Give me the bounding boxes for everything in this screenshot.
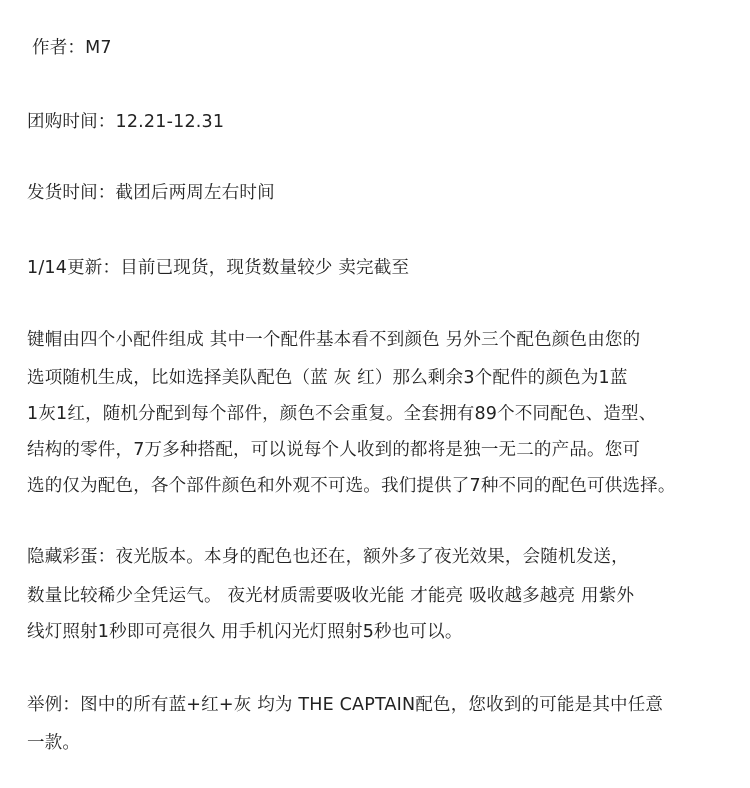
ship-time-line: 发货时间：截团后两周左右时间 [27, 183, 275, 203]
description-line-1: 键帽由四个小配件组成 其中一个配件基本看不到颜色 另外三个配色颜色由您的 [27, 330, 641, 350]
easter-egg-line-2: 数量比较稀少全凭运气。 夜光材质需要吸收光能 才能亮 吸收越多越亮 用紫外 [27, 586, 635, 606]
example-line-2: 一款。 [27, 733, 81, 753]
group-buy-time-line: 团购时间：12.21-12.31 [27, 112, 225, 132]
description-line-5: 选的仅为配色，各个部件颜色和外观不可选。我们提供了7种不同的配色可供选择。 [27, 476, 676, 496]
description-line-2: 选项随机生成，比如选择美队配色（蓝 灰 红）那么剩余3个配件的颜色为1蓝 [27, 368, 628, 388]
easter-egg-line-3: 线灯照射1秒即可亮很久 用手机闪光灯照射5秒也可以。 [27, 622, 463, 642]
easter-egg-line-1: 隐藏彩蛋：夜光版本。本身的配色也还在，额外多了夜光效果，会随机发送， [27, 547, 629, 567]
stock-update-line: 1/14更新：目前已现货，现货数量较少 卖完截至 [27, 258, 410, 278]
description-line-4: 结构的零件，7万多种搭配，可以说每个人收到的都将是独一无二的产品。您可 [27, 440, 641, 460]
description-line-3: 1灰1红，随机分配到每个部件，颜色不会重复。全套拥有89个不同配色、造型、 [27, 404, 657, 424]
example-line-1: 举例：图中的所有蓝+红+灰 均为 THE CAPTAIN配色，您收到的可能是其中任意 [27, 695, 664, 715]
author-line: 作者：M7 [32, 38, 112, 58]
